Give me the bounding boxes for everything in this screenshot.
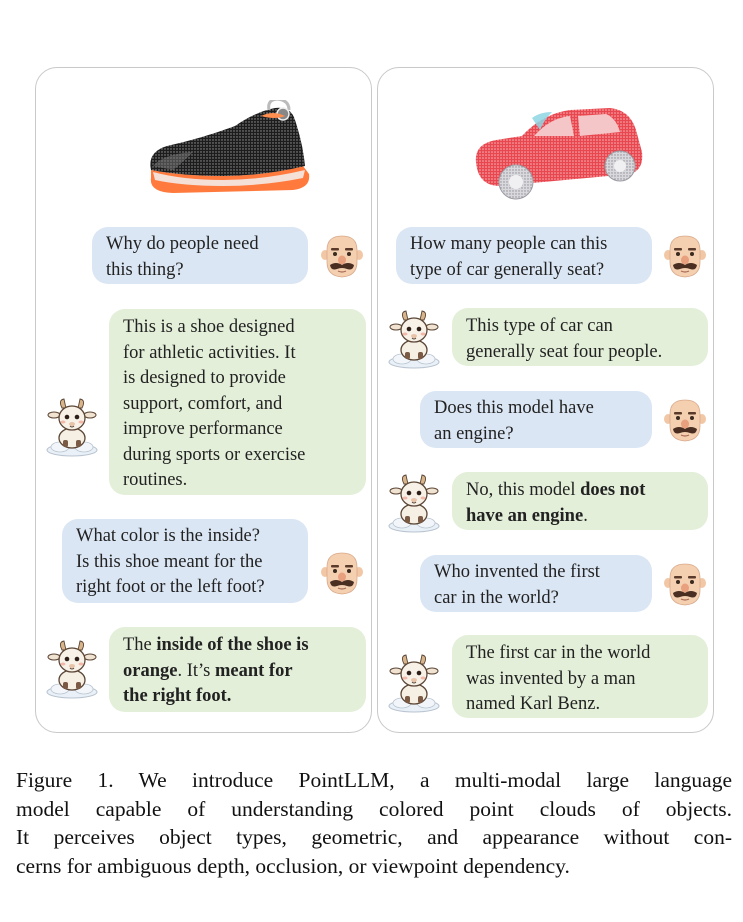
message-emphasis: have an engine	[466, 505, 584, 526]
user-avatar-icon	[319, 232, 365, 278]
assistant-answer-bubble	[452, 635, 708, 718]
assistant-answer-bubble	[452, 472, 708, 530]
assistant-answer-bubble	[109, 627, 366, 712]
message-line: type of car generally seat?	[410, 259, 605, 280]
goat-avatar-icon	[44, 398, 100, 458]
message-line: This is a shoe designed	[123, 317, 295, 337]
user-avatar-icon	[662, 396, 708, 442]
message-emphasis: orange	[123, 660, 178, 681]
caption-line: Figure 1. We introduce PointLLM, a multi-modal large language	[16, 768, 732, 792]
user-question-bubble	[62, 519, 308, 603]
message-emphasis: does not	[580, 480, 646, 500]
message-line: generally seat four people.	[466, 341, 663, 362]
goat-avatar-icon	[386, 474, 442, 534]
car-point-cloud-icon	[470, 100, 650, 208]
message-line: named Karl Benz.	[466, 694, 601, 714]
message-emphasis: meant for	[214, 660, 293, 681]
caption-line: cerns for ambiguous depth, occlusion, or viewpoint dependency.	[16, 853, 570, 878]
message-line: is designed to provide	[123, 368, 286, 388]
message-line	[123, 633, 356, 659]
message-text: The	[123, 635, 157, 655]
user-avatar-icon	[662, 560, 708, 606]
user-avatar-icon	[662, 232, 708, 278]
message-line: was invented by a man	[466, 668, 636, 689]
message-line: car in the world?	[434, 587, 559, 608]
caption-line: It perceives object types, geometric, and appearance without con-	[16, 825, 732, 849]
message-emphasis: inside of the shoe is	[156, 635, 309, 655]
message-line: for athletic activities. It	[123, 342, 296, 363]
shoe-point-cloud-icon	[143, 100, 315, 196]
message-line: Does this model have	[434, 398, 594, 418]
message-text: No, this model	[466, 480, 581, 500]
caption-line: model capable of understanding colored point clouds of objects.	[16, 796, 732, 821]
message-line: Why do people need	[106, 234, 259, 254]
goat-avatar-icon	[386, 654, 442, 714]
assistant-answer-bubble	[109, 309, 366, 495]
goat-avatar-icon	[386, 310, 442, 370]
message-line: an engine?	[434, 423, 514, 444]
user-question-bubble	[420, 391, 652, 448]
user-question-bubble	[92, 227, 308, 284]
message-line: Is this shoe meant for the	[76, 551, 263, 572]
message-text: . It’s	[177, 660, 215, 681]
message-line: during sports or exercise	[123, 444, 306, 465]
message-line	[123, 659, 356, 685]
message-line: How many people can this	[410, 234, 608, 254]
message-line: support, comfort, and	[123, 393, 283, 414]
user-question-bubble	[396, 227, 652, 284]
assistant-answer-bubble	[452, 308, 708, 366]
user-question-bubble	[420, 555, 652, 612]
message-emphasis: the right foot.	[123, 686, 232, 706]
message-line: this thing?	[106, 259, 184, 280]
message-text: .	[583, 505, 588, 526]
message-line: right foot or the left foot?	[76, 577, 265, 597]
message-line: Who invented the first	[434, 562, 600, 582]
message-line: routines.	[123, 470, 188, 490]
message-line	[123, 684, 356, 710]
message-line	[466, 478, 698, 504]
goat-avatar-icon	[44, 640, 100, 700]
figure-caption	[16, 766, 732, 880]
message-line: What color is the inside?	[76, 526, 260, 546]
message-line: improve performance	[123, 419, 283, 439]
user-avatar-icon	[319, 549, 365, 595]
message-line: This type of car can	[466, 316, 613, 336]
message-line	[466, 504, 698, 530]
message-line: The first car in the world	[466, 643, 651, 663]
